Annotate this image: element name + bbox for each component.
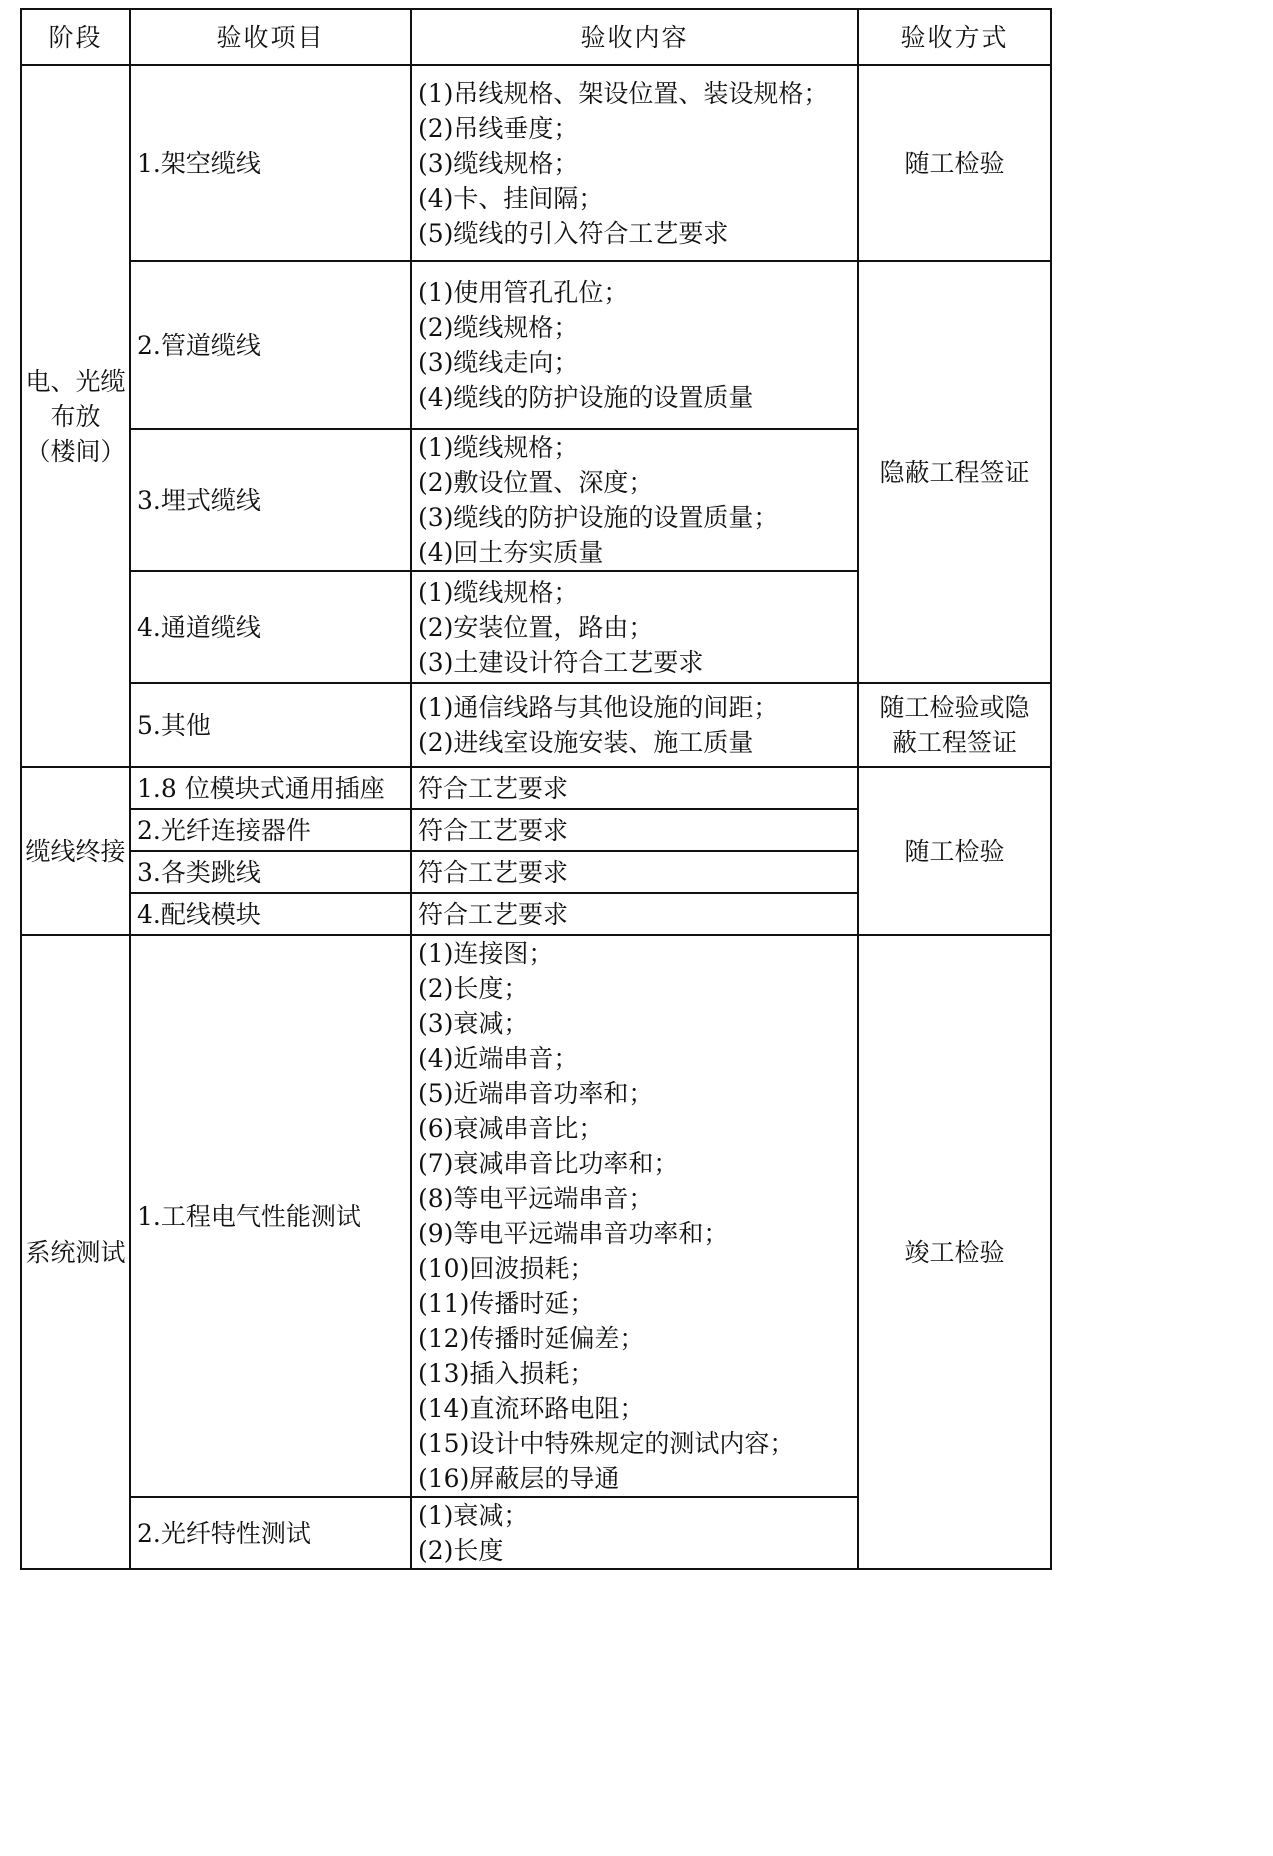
item-cell: 3.各类跳线 bbox=[130, 851, 411, 893]
stage-cell: 系统测试 bbox=[21, 935, 130, 1569]
content-cell: 符合工艺要求 bbox=[411, 851, 858, 893]
content-line: (16)屏蔽层的导通 bbox=[418, 1464, 620, 1493]
content-line: (1)使用管孔孔位； bbox=[418, 278, 629, 307]
table-row bbox=[21, 935, 1051, 1497]
header-item: 验收项目 bbox=[130, 9, 411, 65]
table-row bbox=[21, 65, 1051, 261]
content-cell bbox=[411, 935, 858, 1497]
method-cell: 随工检验 bbox=[858, 65, 1051, 261]
content-line: (3)缆线的防护设施的设置质量； bbox=[418, 503, 779, 532]
method-cell: 隐蔽工程签证 bbox=[858, 261, 1051, 683]
acceptance-table bbox=[20, 8, 1052, 1570]
content-cell bbox=[411, 261, 858, 429]
content-line: (3)土建设计符合工艺要求 bbox=[418, 647, 704, 677]
item-cell: 2.光纤连接器件 bbox=[130, 809, 411, 851]
content-line: (2)长度 bbox=[418, 1536, 504, 1565]
item-cell: 2.光纤特性测试 bbox=[130, 1497, 411, 1569]
table-row bbox=[21, 261, 1051, 429]
item-cell: 2.管道缆线 bbox=[130, 261, 411, 429]
content-line: (2)缆线规格； bbox=[418, 313, 579, 342]
item-cell: 4.配线模块 bbox=[130, 893, 411, 935]
method-line: 随工检验或隐 bbox=[879, 693, 1030, 722]
stage-text: 电、光缆 bbox=[25, 366, 126, 396]
header-stage: 阶段 bbox=[21, 9, 130, 65]
method-cell: 随工检验 bbox=[858, 767, 1051, 935]
content-line: (2)吊线垂度； bbox=[418, 113, 579, 143]
content-line: (10)回波损耗； bbox=[418, 1254, 595, 1283]
method-line: 蔽工程签证 bbox=[891, 728, 1017, 757]
content-line: (4)回土夯实质量 bbox=[418, 538, 604, 567]
content-line: (2)安装位置，路由； bbox=[418, 612, 654, 642]
content-line: (7)衰减串音比功率和； bbox=[418, 1149, 679, 1178]
content-cell: 符合工艺要求 bbox=[411, 767, 858, 809]
item-cell: 5.其他 bbox=[130, 683, 411, 767]
content-cell: 符合工艺要求 bbox=[411, 893, 858, 935]
content-line: (1)吊线规格、架设位置、装设规格； bbox=[418, 78, 829, 108]
content-cell: 符合工艺要求 bbox=[411, 809, 858, 851]
content-line: (9)等电平远端串音功率和； bbox=[418, 1219, 729, 1248]
header-content: 验收内容 bbox=[411, 9, 858, 65]
content-line: (3)衰减； bbox=[418, 1009, 529, 1038]
content-cell bbox=[411, 65, 858, 261]
content-line: (13)插入损耗； bbox=[418, 1359, 595, 1388]
content-cell bbox=[411, 1497, 858, 1569]
content-line: (1)连接图； bbox=[418, 939, 554, 968]
method-cell bbox=[858, 683, 1051, 767]
content-line: (6)衰减串音比； bbox=[418, 1114, 604, 1143]
content-line: (4)近端串音； bbox=[418, 1044, 579, 1073]
content-cell bbox=[411, 683, 858, 767]
item-cell: 1.8 位模块式通用插座 bbox=[130, 767, 411, 809]
content-line: (1)缆线规格； bbox=[418, 577, 579, 607]
stage-text: 布放 bbox=[50, 401, 101, 431]
content-line: (5)缆线的引入符合工艺要求 bbox=[418, 218, 729, 248]
stage-text: （楼间） bbox=[25, 436, 126, 466]
table-row bbox=[21, 683, 1051, 767]
header-row bbox=[21, 9, 1051, 65]
item-cell: 3.埋式缆线 bbox=[130, 429, 411, 571]
content-line: (3)缆线走向； bbox=[418, 348, 579, 377]
content-line: (12)传播时延偏差； bbox=[418, 1324, 645, 1353]
header-method: 验收方式 bbox=[858, 9, 1051, 65]
content-line: (1)衰减； bbox=[418, 1501, 529, 1530]
content-line: (15)设计中特殊规定的测试内容； bbox=[418, 1429, 795, 1458]
stage-cell bbox=[21, 65, 130, 767]
content-line: (8)等电平远端串音； bbox=[418, 1184, 654, 1213]
table-row bbox=[21, 767, 1051, 809]
content-line: (5)近端串音功率和； bbox=[418, 1079, 654, 1108]
content-cell bbox=[411, 571, 858, 683]
content-line: (4)缆线的防护设施的设置质量 bbox=[418, 383, 754, 412]
content-line: (14)直流环路电阻； bbox=[418, 1394, 645, 1423]
content-cell bbox=[411, 429, 858, 571]
content-line: (1)缆线规格； bbox=[418, 433, 579, 462]
item-cell: 4.通道缆线 bbox=[130, 571, 411, 683]
item-cell: 1.架空缆线 bbox=[130, 65, 411, 261]
method-cell: 竣工检验 bbox=[858, 935, 1051, 1569]
content-line: (2)长度； bbox=[418, 974, 529, 1003]
content-line: (4)卡、挂间隔； bbox=[418, 183, 604, 213]
stage-cell: 缆线终接 bbox=[21, 767, 130, 935]
content-line: (2)进线室设施安装、施工质量 bbox=[418, 728, 754, 757]
content-line: (1)通信线路与其他设施的间距； bbox=[418, 693, 779, 722]
content-line: (3)缆线规格； bbox=[418, 148, 579, 178]
item-cell: 1.工程电气性能测试 bbox=[130, 935, 411, 1497]
content-line: (2)敷设位置、深度； bbox=[418, 468, 654, 497]
content-line: (11)传播时延； bbox=[418, 1289, 595, 1318]
